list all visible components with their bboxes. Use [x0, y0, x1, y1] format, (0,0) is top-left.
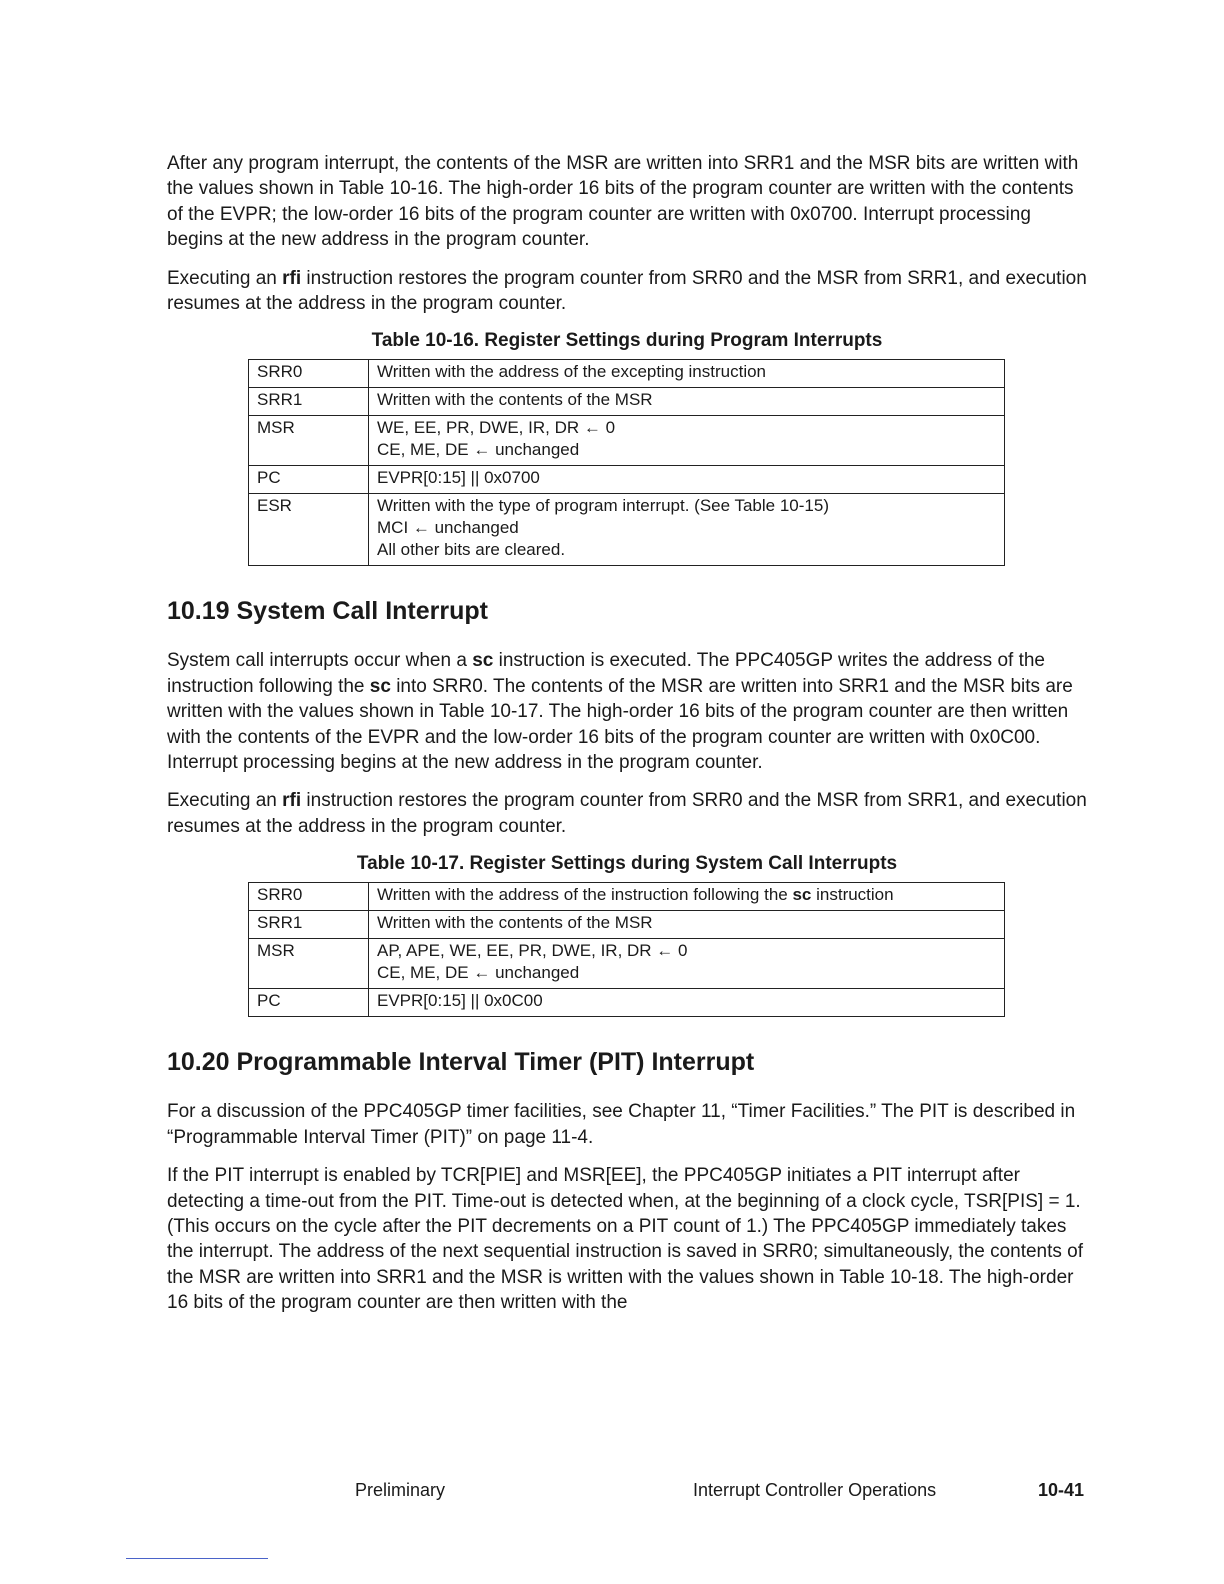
section-heading-10-20: 10.20 Programmable Interval Timer (PIT) Interrupt — [167, 1048, 755, 1077]
table-10-17 — [248, 882, 1005, 1017]
register-setting: Written with the type of program interrupt. (See Table 10-15) MCI ← unchanged All other bits are cleared. — [369, 494, 1005, 566]
footer-chapter-title: Interrupt Controller Operations — [693, 1480, 937, 1500]
page-number: 10-41 — [1038, 1480, 1085, 1500]
sc-mnemonic: sc — [369, 675, 391, 697]
register-setting: Written with the address of the excepting instruction — [369, 360, 1005, 388]
table-row — [249, 388, 1005, 416]
register-setting: Written with the address of the instruction following the sc instruction — [369, 883, 1005, 911]
table-row — [249, 494, 1005, 566]
table-row — [249, 883, 1005, 911]
register-setting: WE, EE, PR, DWE, IR, DR ← 0 CE, ME, DE ← unchanged — [369, 416, 1005, 466]
intro-paragraph-1: After any program interrupt, the contents of the MSR are written into SRR1 and the MSR bits are written with the values shown in Table 10-16. The high-order 16 bits of the program counter are written with the contents of the EVPR; the low-order 16 bits of the program counter are written with 0x0700. Interrupt processing begins at the new address in the program counter. — [167, 153, 1079, 251]
sc-mnemonic: sc — [792, 885, 812, 905]
table-row — [249, 989, 1005, 1017]
register-setting: EVPR[0:15] || 0x0700 — [369, 466, 1005, 494]
register-name: SRR1 — [249, 388, 369, 416]
table-row — [249, 939, 1005, 989]
table-row — [249, 416, 1005, 466]
table-row — [249, 360, 1005, 388]
register-setting: Written with the contents of the MSR — [369, 388, 1005, 416]
scan-artifact-line — [126, 1558, 268, 1559]
section-10-19-paragraph-2: Executing an rfi instruction restores the program counter from SRR0 and the MSR from SRR1, and execution resumes at the address in the program counter. — [167, 790, 1087, 837]
register-name: PC — [249, 989, 369, 1017]
section-10-19-paragraph-1: System call interrupts occur when a sc instruction is executed. The PPC405GP writes the address of the instruction following the sc into SRR0. The contents of the MSR are written into SRR1 and the MSR bits are written with the values shown in Table 10-17. The high-order 16 bits of the program counter are then written with the contents of the EVPR and the low-order 16 bits of the program counter are written with 0x0C00. Interrupt processing begins at the new address in the program counter. — [167, 650, 1073, 774]
register-name: PC — [249, 466, 369, 494]
register-name: SRR0 — [249, 883, 369, 911]
section-10-20-paragraph-1: For a discussion of the PPC405GP timer facilities, see Chapter 11, “Timer Facilities.” The PIT is described in “Programmable Interval Timer (PIT)” on page 11-4. — [167, 1101, 1076, 1148]
rfi-mnemonic: rfi — [282, 790, 302, 812]
table-row — [249, 466, 1005, 494]
page-content — [167, 151, 1087, 1329]
table-10-16-caption: Table 10-16. Register Settings during Program Interrupts — [371, 330, 883, 352]
intro-paragraph-2: Executing an rfi instruction restores the program counter from SRR0 and the MSR from SRR1, and execution resumes at the address in the program counter. — [167, 267, 1087, 315]
register-name: ESR — [249, 494, 369, 566]
register-name: SRR0 — [249, 360, 369, 388]
register-setting: AP, APE, WE, EE, PR, DWE, IR, DR ← 0 CE, ME, DE ← unchanged — [369, 939, 1005, 989]
register-setting: EVPR[0:15] || 0x0C00 — [369, 989, 1005, 1017]
section-10-20-paragraph-2: If the PIT interrupt is enabled by TCR[PIE] and MSR[EE], the PPC405GP initiates a PIT interrupt after detecting a time-out from the PIT. Time-out is detected when, at the beginning of a clock cycle, TSR[PIS] = 1. (This occurs on the cycle after the PIT decrements on a PIT count of 1.) The PPC405GP immediately takes the interrupt. The address of the next sequential instruction is saved in SRR0; simultaneously, the contents of the MSR are written into SRR1 and the MSR is written with the values shown in Table 10-18. The high-order 16 bits of the program counter are then written with the — [167, 1165, 1084, 1314]
footer-status: Preliminary — [355, 1480, 446, 1500]
table-10-16 — [248, 359, 1005, 566]
table-10-17-caption: Table 10-17. Register Settings during System Call Interrupts — [356, 853, 898, 875]
table-row — [249, 911, 1005, 939]
register-name: SRR1 — [249, 911, 369, 939]
rfi-mnemonic: rfi — [282, 267, 302, 289]
register-name: MSR — [249, 416, 369, 466]
sc-mnemonic: sc — [472, 650, 494, 672]
section-heading-10-19: 10.19 System Call Interrupt — [167, 597, 488, 626]
register-setting: Written with the contents of the MSR — [369, 911, 1005, 939]
register-name: MSR — [249, 939, 369, 989]
